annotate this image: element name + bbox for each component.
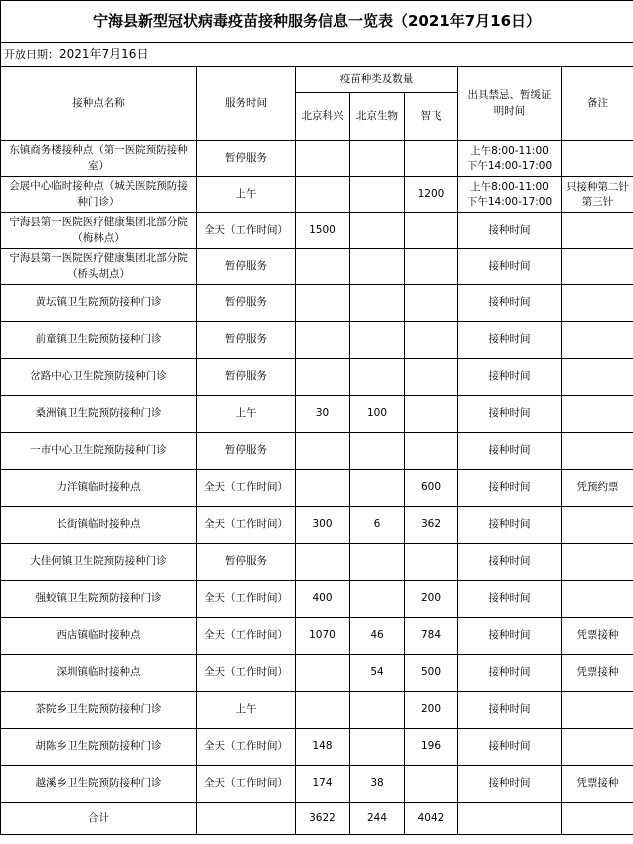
site-name: 东镇商务楼接种点（第一医院预防接种室） xyxy=(1,141,197,177)
table-row xyxy=(1,655,633,692)
kexing-count xyxy=(296,141,350,177)
service-time: 全天（工作时间） xyxy=(197,766,296,803)
shengwu-count: 54 xyxy=(350,655,405,692)
site-name: 大佳何镇卫生院预防接种门诊 xyxy=(1,544,197,581)
zhifei-count: 362 xyxy=(405,507,458,544)
zhifei-count: 500 xyxy=(405,655,458,692)
service-time: 暂停服务 xyxy=(197,285,296,322)
contra-time: 接种时间 xyxy=(458,213,562,249)
service-time: 暂停服务 xyxy=(197,322,296,359)
site-name: 西店镇临时接种点 xyxy=(1,618,197,655)
total-zhifei: 4042 xyxy=(405,803,458,835)
service-time: 全天（工作时间） xyxy=(197,581,296,618)
kexing-count: 400 xyxy=(296,581,350,618)
shengwu-count xyxy=(350,213,405,249)
site-name: 越溪乡卫生院预防接种门诊 xyxy=(1,766,197,803)
kexing-count: 300 xyxy=(296,507,350,544)
remark: 只接种第二针第三针 xyxy=(562,177,633,213)
service-time: 全天（工作时间） xyxy=(197,470,296,507)
shengwu-count xyxy=(350,581,405,618)
kexing-count xyxy=(296,470,350,507)
total-contra xyxy=(458,803,562,835)
total-kexing: 3622 xyxy=(296,803,350,835)
table-row xyxy=(1,470,633,507)
service-time: 暂停服务 xyxy=(197,141,296,177)
contra-time: 接种时间 xyxy=(458,285,562,322)
table-row xyxy=(1,581,633,618)
contra-time: 接种时间 xyxy=(458,396,562,433)
zhifei-count xyxy=(405,322,458,359)
kexing-count: 174 xyxy=(296,766,350,803)
remark xyxy=(562,213,633,249)
table-row xyxy=(1,177,633,213)
shengwu-count: 6 xyxy=(350,507,405,544)
contra-time: 接种时间 xyxy=(458,729,562,766)
zhifei-count xyxy=(405,359,458,396)
service-time: 全天（工作时间） xyxy=(197,618,296,655)
remark: 凭票接种 xyxy=(562,618,633,655)
contra-time: 上午8:00-11:00 下午14:00-17:00 xyxy=(458,141,562,177)
zhifei-count: 196 xyxy=(405,729,458,766)
table-row xyxy=(1,322,633,359)
site-name: 岔路中心卫生院预防接种门诊 xyxy=(1,359,197,396)
contra-time: 接种时间 xyxy=(458,544,562,581)
shengwu-count xyxy=(350,285,405,322)
remark xyxy=(562,285,633,322)
header-contra-time: 出具禁忌、暂缓证明时间 xyxy=(458,67,562,141)
remark xyxy=(562,544,633,581)
service-time: 暂停服务 xyxy=(197,544,296,581)
table-row xyxy=(1,359,633,396)
table-row xyxy=(1,213,633,249)
page-title: 宁海县新型冠状病毒疫苗接种服务信息一览表（2021年7月16日） xyxy=(1,1,633,43)
contra-time: 接种时间 xyxy=(458,766,562,803)
site-name: 会展中心临时接种点（城关医院预防接种门诊） xyxy=(1,177,197,213)
zhifei-count: 200 xyxy=(405,581,458,618)
site-name: 宁海县第一医院医疗健康集团北部分院（梅林点） xyxy=(1,213,197,249)
total-row xyxy=(1,803,633,835)
contra-time: 接种时间 xyxy=(458,507,562,544)
remark: 凭预约票 xyxy=(562,470,633,507)
service-time: 上午 xyxy=(197,692,296,729)
site-name: 黄坛镇卫生院预防接种门诊 xyxy=(1,285,197,322)
zhifei-count xyxy=(405,285,458,322)
service-time: 全天（工作时间） xyxy=(197,213,296,249)
table-row xyxy=(1,507,633,544)
contra-time: 接种时间 xyxy=(458,359,562,396)
table-row xyxy=(1,249,633,285)
shengwu-count xyxy=(350,470,405,507)
contra-time: 接种时间 xyxy=(458,470,562,507)
contra-time: 接种时间 xyxy=(458,692,562,729)
zhifei-count: 784 xyxy=(405,618,458,655)
header-vaccine-group: 疫苗种类及数量 xyxy=(296,67,458,93)
site-name: 长街镇临时接种点 xyxy=(1,507,197,544)
kexing-count xyxy=(296,285,350,322)
table-row xyxy=(1,396,633,433)
header-zhifei: 智飞 xyxy=(405,93,458,141)
shengwu-count xyxy=(350,433,405,470)
kexing-count: 148 xyxy=(296,729,350,766)
kexing-count xyxy=(296,433,350,470)
site-name: 前童镇卫生院预防接种门诊 xyxy=(1,322,197,359)
table-row xyxy=(1,618,633,655)
zhifei-count xyxy=(405,396,458,433)
header-site: 接种点名称 xyxy=(1,67,197,141)
table-row xyxy=(1,766,633,803)
zhifei-count xyxy=(405,433,458,470)
contra-time: 接种时间 xyxy=(458,581,562,618)
header-beijing-shengwu: 北京生物 xyxy=(350,93,405,141)
remark xyxy=(562,322,633,359)
zhifei-count: 600 xyxy=(405,470,458,507)
total-shengwu: 244 xyxy=(350,803,405,835)
service-time: 暂停服务 xyxy=(197,249,296,285)
shengwu-count xyxy=(350,322,405,359)
site-name: 桑洲镇卫生院预防接种门诊 xyxy=(1,396,197,433)
kexing-count: 1500 xyxy=(296,213,350,249)
remark: 凭票接种 xyxy=(562,766,633,803)
site-name: 力洋镇临时接种点 xyxy=(1,470,197,507)
shengwu-count xyxy=(350,692,405,729)
remark xyxy=(562,507,633,544)
shengwu-count xyxy=(350,359,405,396)
remark xyxy=(562,692,633,729)
contra-time: 接种时间 xyxy=(458,322,562,359)
table-row xyxy=(1,141,633,177)
site-name: 强蛟镇卫生院预防接种门诊 xyxy=(1,581,197,618)
contra-time: 接种时间 xyxy=(458,433,562,470)
contra-time: 上午8:00-11:00 下午14:00-17:00 xyxy=(458,177,562,213)
shengwu-count xyxy=(350,141,405,177)
service-time: 全天（工作时间） xyxy=(197,729,296,766)
service-time: 暂停服务 xyxy=(197,359,296,396)
remark xyxy=(562,396,633,433)
kexing-count xyxy=(296,322,350,359)
zhifei-count: 1200 xyxy=(405,177,458,213)
kexing-count xyxy=(296,177,350,213)
remark xyxy=(562,581,633,618)
kexing-count: 1070 xyxy=(296,618,350,655)
header-row-1 xyxy=(1,67,633,93)
kexing-count xyxy=(296,544,350,581)
zhifei-count xyxy=(405,249,458,285)
open-date-value: 2021年7月16日 xyxy=(59,47,149,62)
table-row xyxy=(1,544,633,581)
open-date-row xyxy=(1,43,633,67)
open-date-label: 开放日期： xyxy=(4,48,59,62)
shengwu-count: 46 xyxy=(350,618,405,655)
contra-time: 接种时间 xyxy=(458,249,562,285)
service-time: 上午 xyxy=(197,177,296,213)
service-time: 上午 xyxy=(197,396,296,433)
site-name: 深圳镇临时接种点 xyxy=(1,655,197,692)
kexing-count xyxy=(296,655,350,692)
remark xyxy=(562,433,633,470)
contra-time: 接种时间 xyxy=(458,618,562,655)
site-name: 胡陈乡卫生院预防接种门诊 xyxy=(1,729,197,766)
table-row xyxy=(1,285,633,322)
zhifei-count xyxy=(405,544,458,581)
contra-time: 接种时间 xyxy=(458,655,562,692)
site-name: 宁海县第一医院医疗健康集团北部分院（桥头胡点） xyxy=(1,249,197,285)
zhifei-count: 200 xyxy=(405,692,458,729)
total-remark xyxy=(562,803,633,835)
remark: 凭票接种 xyxy=(562,655,633,692)
shengwu-count xyxy=(350,544,405,581)
shengwu-count: 100 xyxy=(350,396,405,433)
header-service-time: 服务时间 xyxy=(197,67,296,141)
shengwu-count xyxy=(350,177,405,213)
table-row xyxy=(1,433,633,470)
site-name: 一市中心卫生院预防接种门诊 xyxy=(1,433,197,470)
header-beijing-kexing: 北京科兴 xyxy=(296,93,350,141)
site-name: 茶院乡卫生院预防接种门诊 xyxy=(1,692,197,729)
kexing-count xyxy=(296,359,350,396)
remark xyxy=(562,359,633,396)
service-time: 全天（工作时间） xyxy=(197,507,296,544)
shengwu-count xyxy=(350,729,405,766)
kexing-count xyxy=(296,249,350,285)
remark xyxy=(562,249,633,285)
service-time: 全天（工作时间） xyxy=(197,655,296,692)
title-row xyxy=(1,1,633,43)
kexing-count xyxy=(296,692,350,729)
table-row xyxy=(1,692,633,729)
open-date xyxy=(1,43,633,67)
zhifei-count xyxy=(405,213,458,249)
table-row xyxy=(1,729,633,766)
shengwu-count xyxy=(350,249,405,285)
total-service-time xyxy=(197,803,296,835)
service-time: 暂停服务 xyxy=(197,433,296,470)
kexing-count: 30 xyxy=(296,396,350,433)
remark xyxy=(562,729,633,766)
header-remark: 备注 xyxy=(562,67,633,141)
zhifei-count xyxy=(405,766,458,803)
total-label: 合计 xyxy=(1,803,197,835)
zhifei-count xyxy=(405,141,458,177)
remark xyxy=(562,141,633,177)
shengwu-count: 38 xyxy=(350,766,405,803)
